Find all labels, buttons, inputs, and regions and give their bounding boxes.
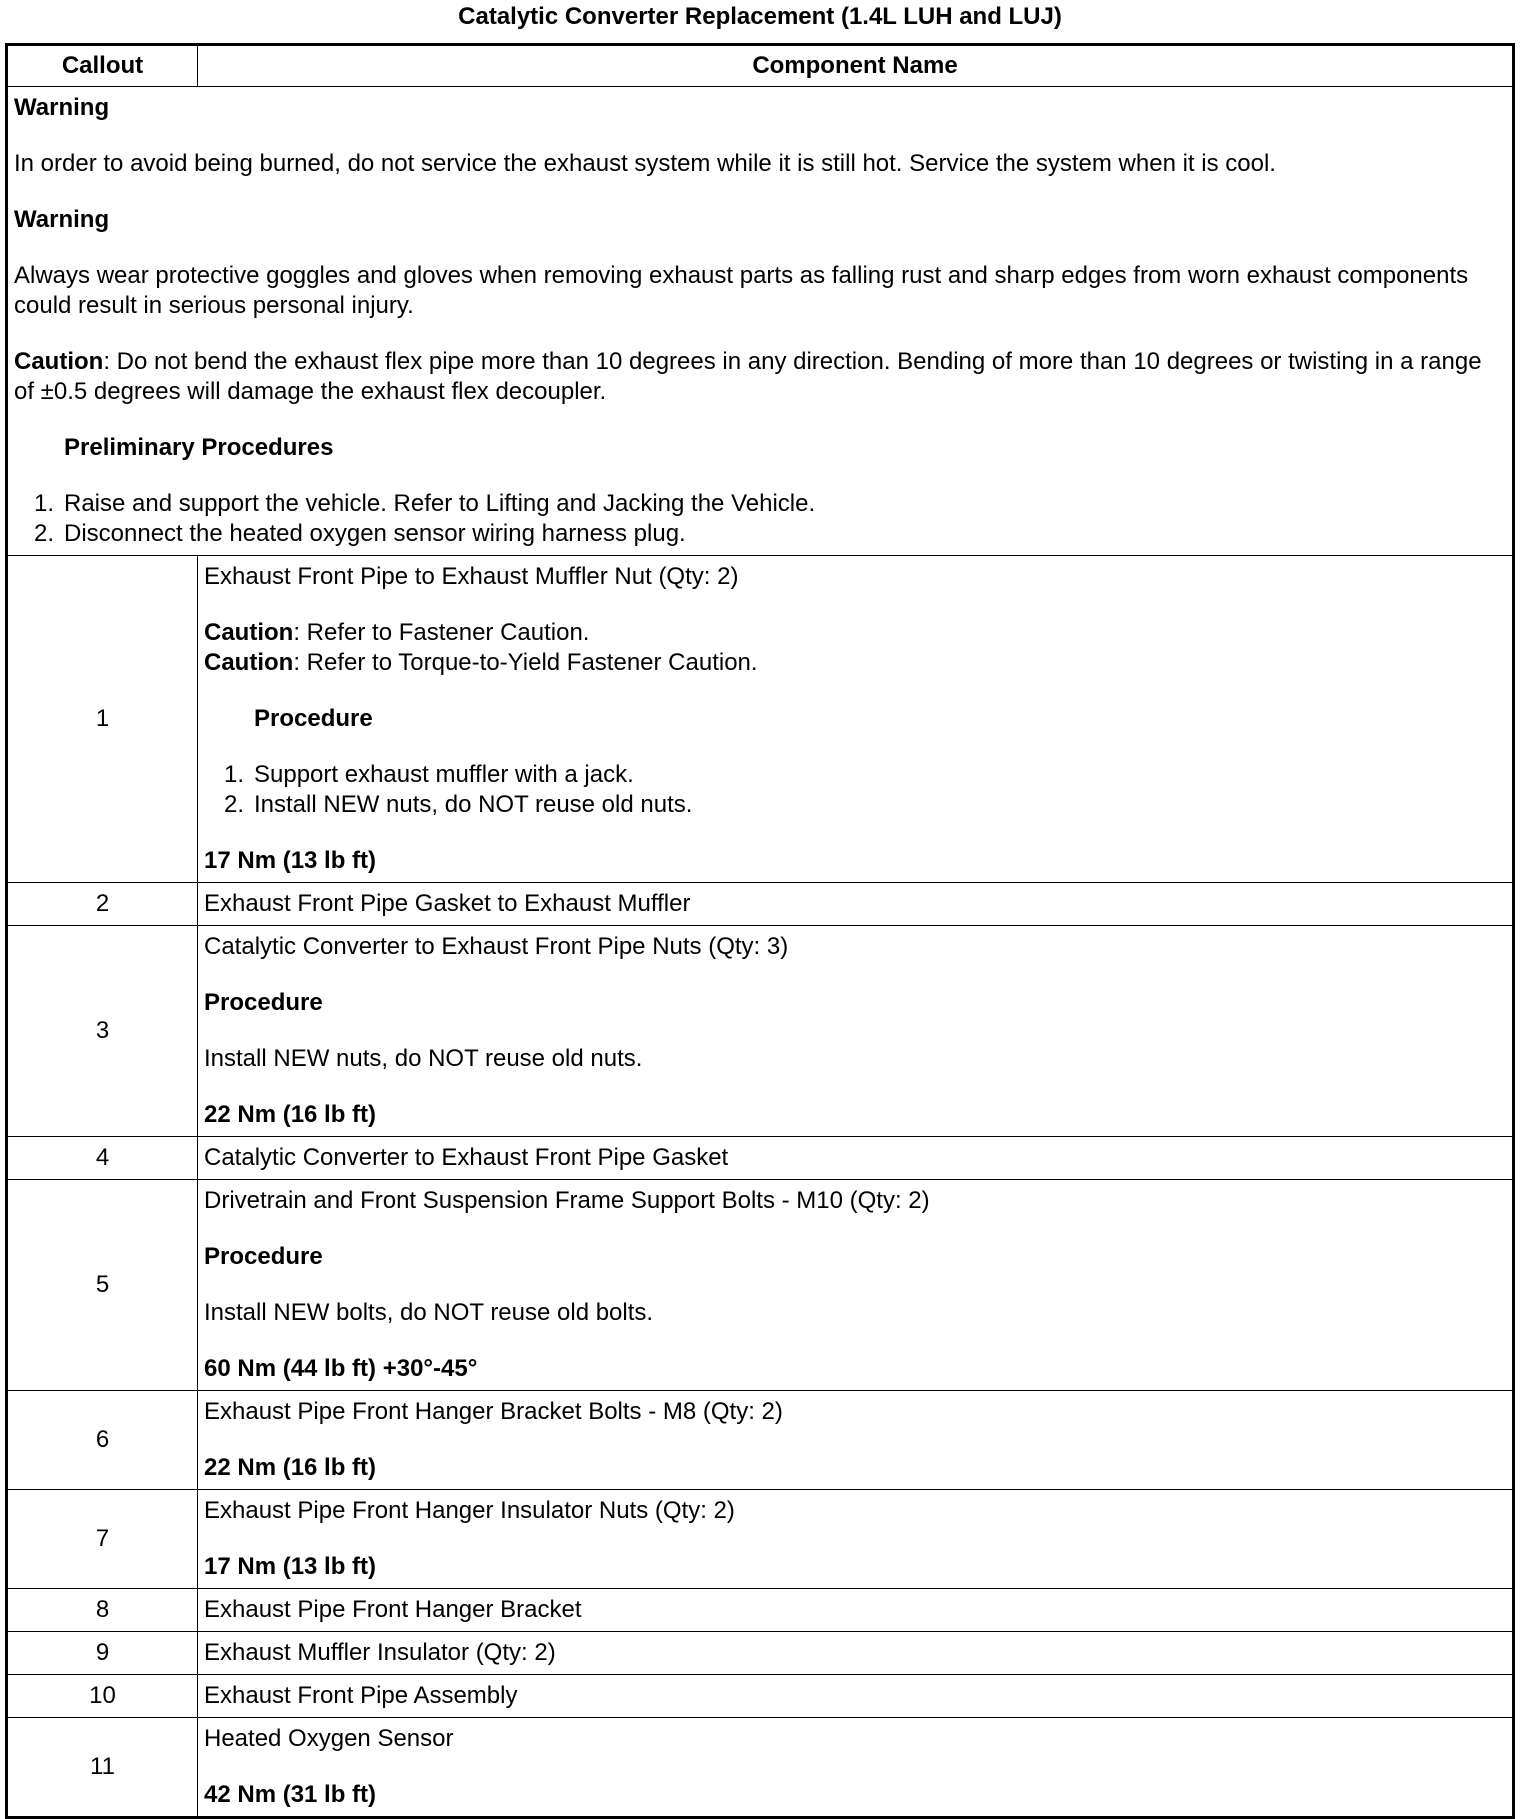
- callout-cell: 1: [7, 556, 198, 883]
- list-item: 2. Install NEW nuts, do NOT reuse old nuts.: [223, 791, 693, 818]
- caution-note: [204, 618, 1506, 648]
- procedure-text: Install NEW nuts, do NOT reuse old nuts.: [204, 1045, 643, 1072]
- torque-spec: 42 Nm (31 lb ft): [204, 1781, 377, 1808]
- component-cell: [198, 1490, 1514, 1589]
- procedure-steps: [204, 760, 1506, 820]
- component-name: Heated Oxygen Sensor: [204, 1725, 454, 1752]
- torque-spec: 17 Nm (13 lb ft): [204, 847, 377, 874]
- callout-cell: 11: [7, 1718, 198, 1818]
- table-row: [7, 1675, 1514, 1718]
- component-cell: [198, 1718, 1514, 1818]
- caution-label: Caution: [204, 619, 294, 646]
- torque-spec: 17 Nm (13 lb ft): [204, 1553, 377, 1580]
- component-cell: [198, 1632, 1514, 1675]
- step-text: Install NEW nuts, do NOT reuse old nuts.: [254, 791, 693, 818]
- warning-label: Warning: [14, 94, 110, 121]
- component-cell: [198, 1589, 1514, 1632]
- warning-label: Warning: [14, 206, 110, 233]
- component-name: Exhaust Pipe Front Hanger Bracket: [204, 1596, 582, 1623]
- table-row: [7, 1391, 1514, 1490]
- callout-header: Callout: [7, 45, 198, 87]
- component-cell: [198, 556, 1514, 883]
- component-header: Component Name: [198, 45, 1514, 87]
- component-name: Catalytic Converter to Exhaust Front Pipe Nuts (Qty: 3): [204, 933, 789, 960]
- list-item: 1. Raise and support the vehicle. Refer to Lifting and Jacking the Vehicle.: [33, 490, 816, 517]
- document-title: Catalytic Converter Replacement (1.4L LUH and LUJ): [458, 3, 1062, 30]
- component-name: Exhaust Pipe Front Hanger Bracket Bolts - M8 (Qty: 2): [204, 1398, 783, 1425]
- caution-text: : Refer to Fastener Caution.: [293, 619, 590, 646]
- table-row: [7, 1589, 1514, 1632]
- caution-text: : Refer to Torque-to-Yield Fastener Caution.: [293, 649, 758, 676]
- step-text: Raise and support the vehicle. Refer to Lifting and Jacking the Vehicle.: [64, 490, 816, 517]
- procedure-text: Install NEW bolts, do NOT reuse old bolts.: [204, 1299, 654, 1326]
- torque-spec: 22 Nm (16 lb ft): [204, 1454, 377, 1481]
- table-row: [7, 883, 1514, 926]
- torque-spec: 22 Nm (16 lb ft): [204, 1101, 377, 1128]
- procedure-heading: Procedure: [204, 989, 323, 1016]
- table-row: [7, 1180, 1514, 1391]
- torque-spec: 60 Nm (44 lb ft) +30°-45°: [204, 1355, 478, 1382]
- table-row: [7, 1632, 1514, 1675]
- caution-text: : Do not bend the exhaust flex pipe more than 10 degrees in any direction. Bending of more than 10 degrees or twisting in a range of ±0.5 degrees will damage the exhaust flex decoupler.: [14, 348, 1482, 405]
- component-cell: [198, 926, 1514, 1137]
- caution-note: [14, 347, 1506, 407]
- caution-label: Caution: [14, 348, 104, 375]
- callout-cell: 4: [7, 1137, 198, 1180]
- list-item: 1. Support exhaust muffler with a jack.: [223, 761, 634, 788]
- component-name: Exhaust Front Pipe Assembly: [204, 1682, 518, 1709]
- callout-cell: 9: [7, 1632, 198, 1675]
- component-cell: [198, 1137, 1514, 1180]
- component-cell: [198, 883, 1514, 926]
- component-name: Catalytic Converter to Exhaust Front Pipe Gasket: [204, 1144, 729, 1171]
- procedure-heading: Procedure: [254, 705, 373, 732]
- table-row: [7, 556, 1514, 883]
- callout-cell: 8: [7, 1589, 198, 1632]
- step-text: Disconnect the heated oxygen sensor wiring harness plug.: [64, 520, 686, 547]
- callout-cell: 6: [7, 1391, 198, 1490]
- callout-cell: 10: [7, 1675, 198, 1718]
- step-text: Support exhaust muffler with a jack.: [254, 761, 634, 788]
- procedure-table: [5, 43, 1515, 1819]
- warning-text: In order to avoid being burned, do not service the exhaust system while it is still hot. Service the system when it is cool.: [14, 150, 1276, 177]
- caution-label: Caution: [204, 649, 294, 676]
- component-name: Exhaust Front Pipe Gasket to Exhaust Muffler: [204, 890, 691, 917]
- component-cell: [198, 1391, 1514, 1490]
- table-header-row: [7, 45, 1514, 87]
- preface-row: [7, 87, 1514, 556]
- caution-note: [204, 648, 1506, 678]
- table-row: [7, 1137, 1514, 1180]
- table-row: [7, 926, 1514, 1137]
- procedure-heading: Procedure: [204, 1243, 323, 1270]
- warning-text: Always wear protective goggles and gloves when removing exhaust parts as falling rust and sharp edges from worn exhaust components could result in serious personal injury.: [14, 262, 1469, 319]
- table-row: [7, 1718, 1514, 1818]
- callout-cell: 2: [7, 883, 198, 926]
- component-name: Exhaust Muffler Insulator (Qty: 2): [204, 1639, 556, 1666]
- callout-cell: 7: [7, 1490, 198, 1589]
- component-cell: [198, 1180, 1514, 1391]
- preface-cell: [7, 87, 1514, 556]
- component-name: Drivetrain and Front Suspension Frame Support Bolts - M10 (Qty: 2): [204, 1187, 930, 1214]
- preliminary-heading: Preliminary Procedures: [64, 434, 334, 461]
- callout-cell: 3: [7, 926, 198, 1137]
- table-row: [7, 1490, 1514, 1589]
- component-name: Exhaust Pipe Front Hanger Insulator Nuts (Qty: 2): [204, 1497, 735, 1524]
- preliminary-steps: [14, 489, 1506, 549]
- list-item: 2. Disconnect the heated oxygen sensor wiring harness plug.: [33, 520, 686, 547]
- callout-cell: 5: [7, 1180, 198, 1391]
- component-name: Exhaust Front Pipe to Exhaust Muffler Nut (Qty: 2): [204, 563, 739, 590]
- component-cell: [198, 1675, 1514, 1718]
